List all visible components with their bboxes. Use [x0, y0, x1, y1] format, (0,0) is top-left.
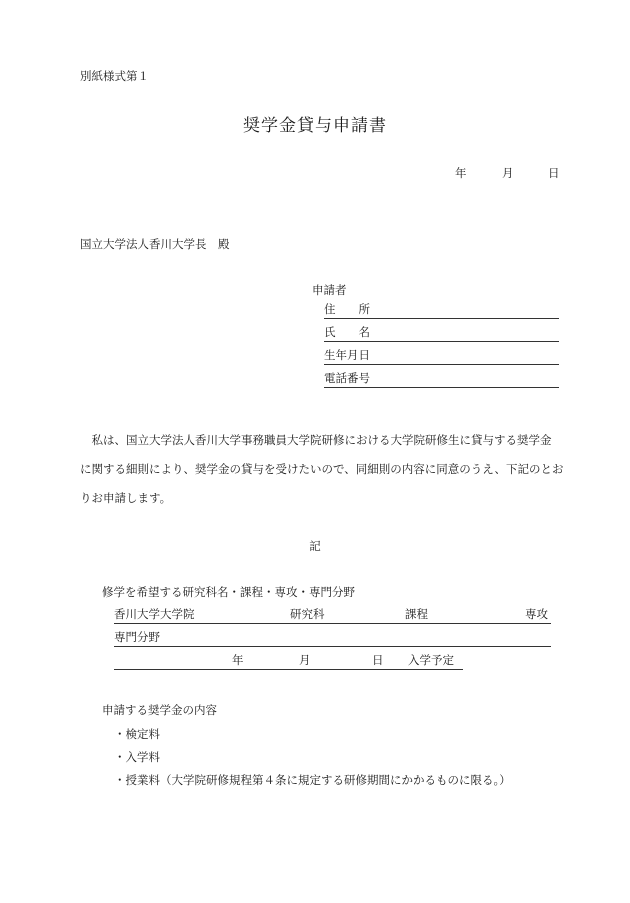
addressee: 国立大学法人香川大学長 殿 [80, 237, 230, 251]
scholarship-item-tuition: ・授業料（大学院研修規程第４条に規定する研修期間にかかるものに限る。） [114, 773, 511, 787]
name-label: 氏 名 [324, 325, 370, 339]
enrollment-year-label: 年 [232, 653, 244, 667]
birthdate-field[interactable] [324, 346, 559, 365]
university-label: 香川大学大学院 [114, 607, 195, 621]
birthdate-label: 生年月日 [324, 348, 370, 362]
specialty-label: 専門分野 [114, 630, 160, 644]
form-number: 別紙様式第１ [80, 69, 149, 83]
scholarship-heading: 申請する奨学金の内容 [102, 703, 217, 717]
scholarship-item-exam-fee: ・検定料 [114, 727, 160, 741]
ki-marker: 記 [309, 539, 321, 553]
date-month-label: 月 [502, 166, 514, 180]
statement-line: に関する細則により、奨学金の貸与を受けたいので、同細則の内容に同意のうえ、下記のとお [80, 462, 564, 476]
applicant-heading: 申請者 [312, 283, 347, 297]
program-field[interactable] [114, 606, 551, 624]
phone-label: 電話番号 [324, 371, 370, 385]
study-heading: 修学を希望する研究科名・課程・専攻・専門分野 [102, 585, 355, 599]
statement-line: 私は、国立大学法人香川大学事務職員大学院研修における大学院研修生に貸与する奨学金 [80, 433, 552, 447]
address-label: 住 所 [324, 302, 370, 316]
major-label: 専攻 [525, 607, 548, 621]
enrollment-month-label: 月 [299, 653, 311, 667]
enrollment-date-field[interactable] [114, 652, 463, 670]
graduate-school-label: 研究科 [290, 607, 325, 621]
document-title: 奨学金貸与申請書 [243, 116, 387, 136]
statement-line: りお申請します。 [80, 491, 172, 505]
scholarship-item-admission-fee: ・入学料 [114, 750, 160, 764]
address-field[interactable] [324, 300, 559, 319]
name-field[interactable] [324, 323, 559, 342]
date-day-label: 日 [548, 166, 560, 180]
course-label: 課程 [405, 607, 428, 621]
statement-paragraph [80, 426, 575, 513]
date-year-label: 年 [455, 166, 467, 180]
specialty-field[interactable] [114, 629, 551, 647]
phone-field[interactable] [324, 369, 559, 388]
enrollment-planned-label: 入学予定 [408, 653, 454, 667]
enrollment-day-label: 日 [372, 653, 384, 667]
